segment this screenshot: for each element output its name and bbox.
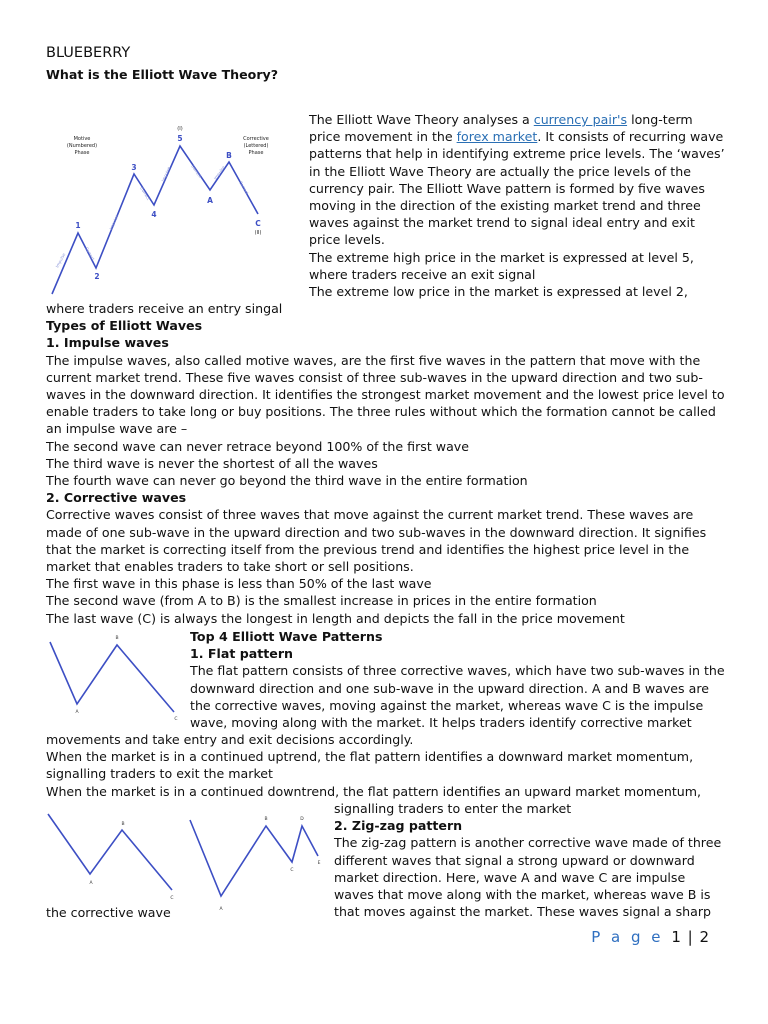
brand-name: BLUEBERRY bbox=[46, 45, 131, 61]
svg-text:A: A bbox=[219, 907, 223, 912]
currency-pair-link[interactable]: currency pair's bbox=[533, 112, 628, 127]
svg-text:Phase: Phase bbox=[248, 150, 264, 156]
point-2-label: 2 bbox=[94, 272, 100, 281]
svg-text:A: A bbox=[89, 881, 93, 886]
svg-text:Impulse: Impulse bbox=[160, 165, 172, 183]
svg-text:Impulse: Impulse bbox=[108, 213, 120, 231]
page-title: What is the Elliott Wave Theory? bbox=[46, 67, 279, 82]
page-number: 1 | 2 bbox=[671, 928, 710, 946]
page-word: P a g e bbox=[591, 928, 664, 946]
corrective-wave-line-1 bbox=[48, 814, 172, 890]
svg-text:A: A bbox=[75, 710, 79, 715]
corrective-wave-figure-2 bbox=[186, 810, 326, 916]
flat-pattern-figure bbox=[46, 632, 186, 724]
corrective-wave-figure-1 bbox=[44, 810, 180, 906]
svg-text:Impulse: Impulse bbox=[54, 252, 67, 269]
point-c-label: C bbox=[255, 219, 261, 228]
point-a-label: A bbox=[207, 196, 213, 205]
svg-text:Phase: Phase bbox=[74, 150, 90, 156]
svg-text:Impulse: Impulse bbox=[212, 164, 226, 181]
point-5-label: 5 bbox=[177, 134, 183, 143]
motive-phase-label: Motive bbox=[73, 136, 91, 142]
entry-signal-line: where traders receive an entry singal bbox=[46, 301, 283, 316]
svg-text:Correct: Correct bbox=[139, 185, 152, 201]
zig-zag-heading: 2. Zig-zag pattern bbox=[334, 818, 463, 834]
types-section: where traders receive an entry singal Types of Elliott Waves 1. Impulse waves The impulse waves, also called motive waves, are the first five waves in the pattern that move with the current market trend. These five waves consist of three sub-waves in the upward direction and two sub- waves in the downward direction. It identifies the strongest market movement and the lowest price level to enable traders to take long or buy positions. The three rules without which the formation cannot be called an impulse wave are – The second wave can never retrace beyond 100% of the first wave The third wave is never the shortest of all the waves The fourth wave can never go beyond the third wave in the entire formation 2. Corrective waves Corrective waves consist of three waves that move against the current market trend. These waves are made of one sub-wave in the upward direction and two sub-waves in the downward direction. It signifies that the market is correcting itself from the previous trend and identifies the highest price level in the market that enables traders to take short or sell positions. The first wave in this phase is less than 50% of the last wave The second wave (from A to B) is the smallest increase in prices in the entire formation The last wave (C) is always the longest in length and depicts the fall in the price movement bbox=[46, 300, 736, 627]
svg-text:(Lettered): (Lettered) bbox=[243, 143, 269, 149]
flat-pattern-continued: movements and take entry and exit decisions accordingly. When the market is in a continued uptrend, the flat pattern identifies a downward market momentum, signalling traders to exit the market When the market is in a continued downtrend, the flat pattern identifies an upward market momentum, bbox=[46, 732, 702, 799]
wave-top-label: (I) bbox=[177, 126, 183, 132]
corrective-phase-label: Corrective bbox=[243, 136, 269, 142]
svg-text:Correct: Correct bbox=[84, 246, 96, 262]
point-1-label: 1 bbox=[75, 221, 81, 230]
point-4-label: 4 bbox=[151, 210, 157, 219]
point-3-label: 3 bbox=[131, 163, 137, 172]
intro-paragraph: The Elliott Wave Theory analyses a currency pair's long-term price movement in the forex market. It consists of recurring wave patterns that help in identifying extreme price levels. The ‘waves’ in the Elliott Wave Theory are actually the price levels of the currency pair. The Elliott Wave pattern is formed by five waves moving in the direction of the existing market trend and three waves against the market trend to signal ideal entry and exit price levels. The extreme high price in the market is expressed at level 5, where traders receive an exit signal The extreme low price in the market is expressed at level 2, bbox=[309, 112, 725, 300]
svg-text:E: E bbox=[317, 861, 321, 866]
point-b-label: B bbox=[226, 151, 232, 160]
svg-text:Correct: Correct bbox=[190, 163, 203, 179]
forex-market-link[interactable]: forex market bbox=[456, 129, 538, 145]
page-footer bbox=[591, 928, 710, 946]
svg-text:C: C bbox=[174, 717, 178, 722]
svg-text:B: B bbox=[121, 822, 125, 827]
types-heading: Types of Elliott Waves bbox=[46, 318, 203, 334]
patterns-heading: Top 4 Elliott Wave Patterns bbox=[190, 629, 383, 644]
flat-pattern-line bbox=[50, 642, 174, 712]
svg-text:B: B bbox=[115, 636, 119, 641]
flat-pattern-heading: 1. Flat pattern bbox=[190, 646, 294, 662]
corrective-heading: 2. Corrective waves bbox=[46, 490, 187, 506]
svg-text:C: C bbox=[170, 896, 174, 901]
impulse-heading: 1. Impulse waves bbox=[46, 335, 169, 351]
corrective-wave-line-2 bbox=[190, 820, 318, 896]
wave-bottom-label: (II) bbox=[254, 230, 262, 236]
svg-text:B: B bbox=[264, 817, 268, 822]
corrective-wave-caption: the corrective wave bbox=[46, 905, 171, 920]
svg-text:Correct: Correct bbox=[238, 180, 250, 196]
svg-text:(Numbered): (Numbered) bbox=[66, 143, 98, 149]
flat-pattern-text: Top 4 Elliott Wave Patterns 1. Flat pattern The flat pattern consists of three corrective waves, which have two sub-waves in the downward direction and one sub-wave in the upward direction. A and B waves are the corrective waves, moving against the market, whereas wave C is the impulse wave, moving along with the market. It helps traders identify corrective market bbox=[190, 628, 735, 731]
svg-text:C: C bbox=[290, 868, 294, 873]
elliott-wave-figure bbox=[46, 118, 276, 298]
zig-zag-text: signalling traders to enter the market 2. Zig-zag pattern The zig-zag pattern is another corrective wave made of three different waves that signal a strong upward or downward market direction. Here, wave A and wave C are impulse waves that move along with the market, whereas wave B is that moves against the market. These waves signal a sharp bbox=[334, 800, 734, 920]
wave-line bbox=[52, 146, 258, 294]
svg-text:D: D bbox=[300, 817, 304, 822]
